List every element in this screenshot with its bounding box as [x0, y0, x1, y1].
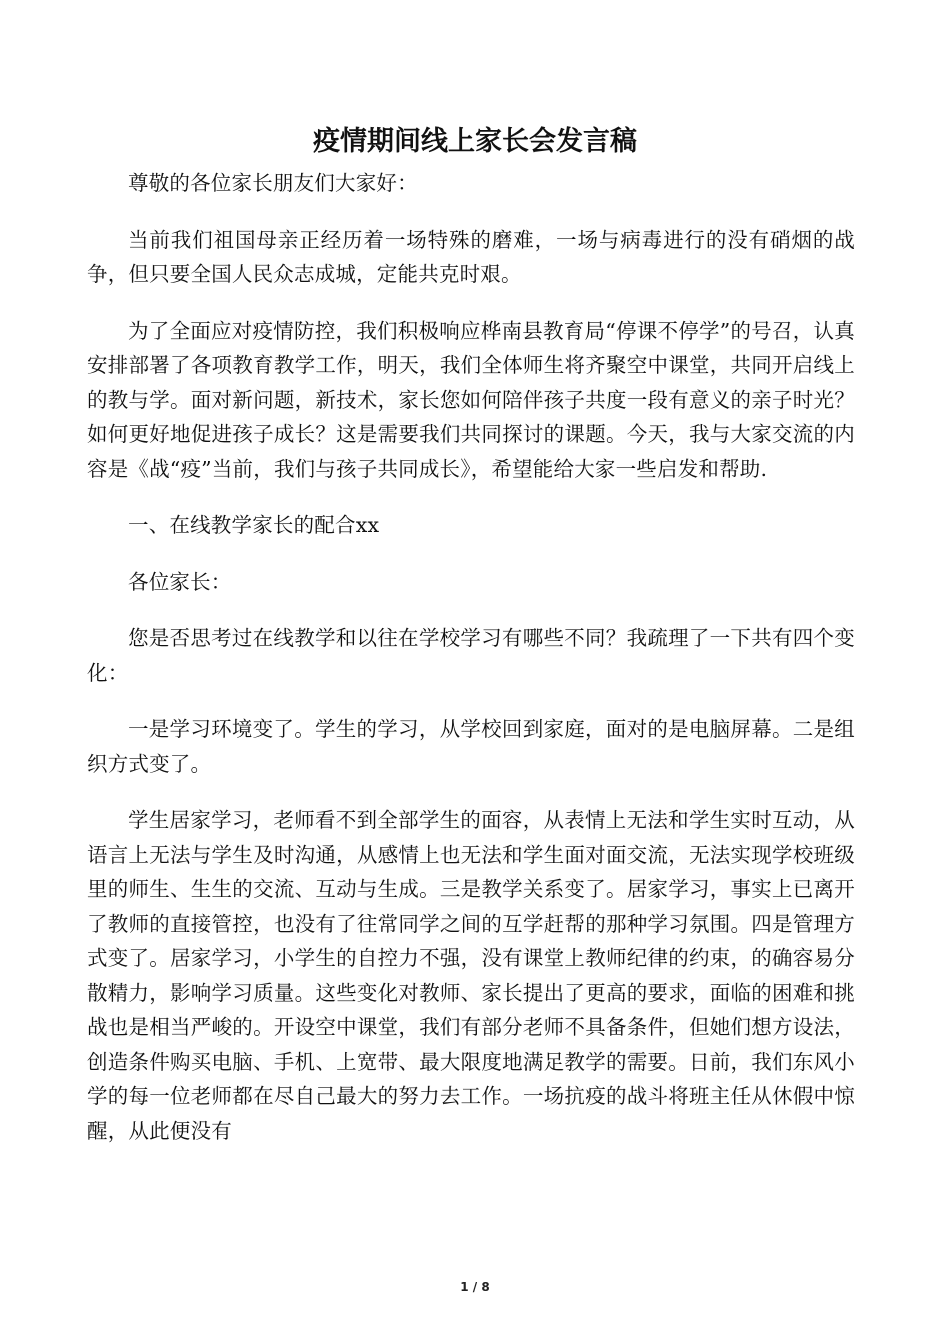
body-paragraph: 当前我们祖国母亲正经历着一场特殊的磨难，一场与病毒进行的没有硝烟的战争，但只要全国人民众志成城，定能共克时艰。 [87, 227, 855, 286]
salutation-paragraph: 各位家长： [128, 569, 232, 594]
body-paragraph: 学生居家学习，老师看不到全部学生的面容，从表情上无法和学生实时互动，从语言上无法与学生及时沟通，从感情上也无法和学生面对面交流，无法实现学校班级里的师生、生生的交流、互动与生成。三是教学关系变了。居家学习，事实上已离开了教师的直接管控，也没有了往常同学之间的互学赶帮的那种学习氛围。四是管理方式变了。居家学习，小学生的自控力不强，没有课堂上教师纪律的约束，的确容易分散精力，影响学习质量。这些变化对教师、家长提出了更高的要求，面临的困难和挑战也是相当严峻的。开设空中课堂，我们有部分老师不具备条件，但她们想方设法，创造条件购买电脑、手机、上宽带、最大限度地满足教学的需要。日前，我们东风小学的每一位老师都在尽自己最大的努力去工作。一场抗疫的战斗将班主任从休假中惊醒，从此便没有 [87, 808, 855, 1143]
body-paragraph: 一是学习环境变了。学生的学习，从学校回到家庭，面对的是电脑屏幕。二是组织方式变了。 [87, 717, 855, 776]
body-paragraph: 您是否思考过在线教学和以往在学校学习有哪些不同？我疏理了一下共有四个变化： [87, 626, 855, 685]
document-body [87, 166, 855, 1148]
page-number: 1 / 8 [460, 1280, 490, 1294]
document-title: 疫情期间线上家长会发言稿 [313, 126, 637, 158]
section-heading: 一、在线教学家长的配合xx [128, 513, 380, 537]
greeting-paragraph: 尊敬的各位家长朋友们大家好： [128, 171, 418, 195]
body-paragraph: 为了全面应对疫情防控，我们积极响应桦南县教育局“停课不停学”的号召，认真安排部署了各项教育教学工作，明天，我们全体师生将齐聚空中课堂，共同开启线上的教与学。面对新问题，新技术，家长您如何陪伴孩子共度一段有意义的亲子时光？如何更好地促进孩子成长？这是需要我们共同探讨的课题。今天，我与大家交流的内容是《战“疫”当前，我们与孩子共同成长》，希望能给大家一些启发和帮助. [87, 318, 855, 481]
